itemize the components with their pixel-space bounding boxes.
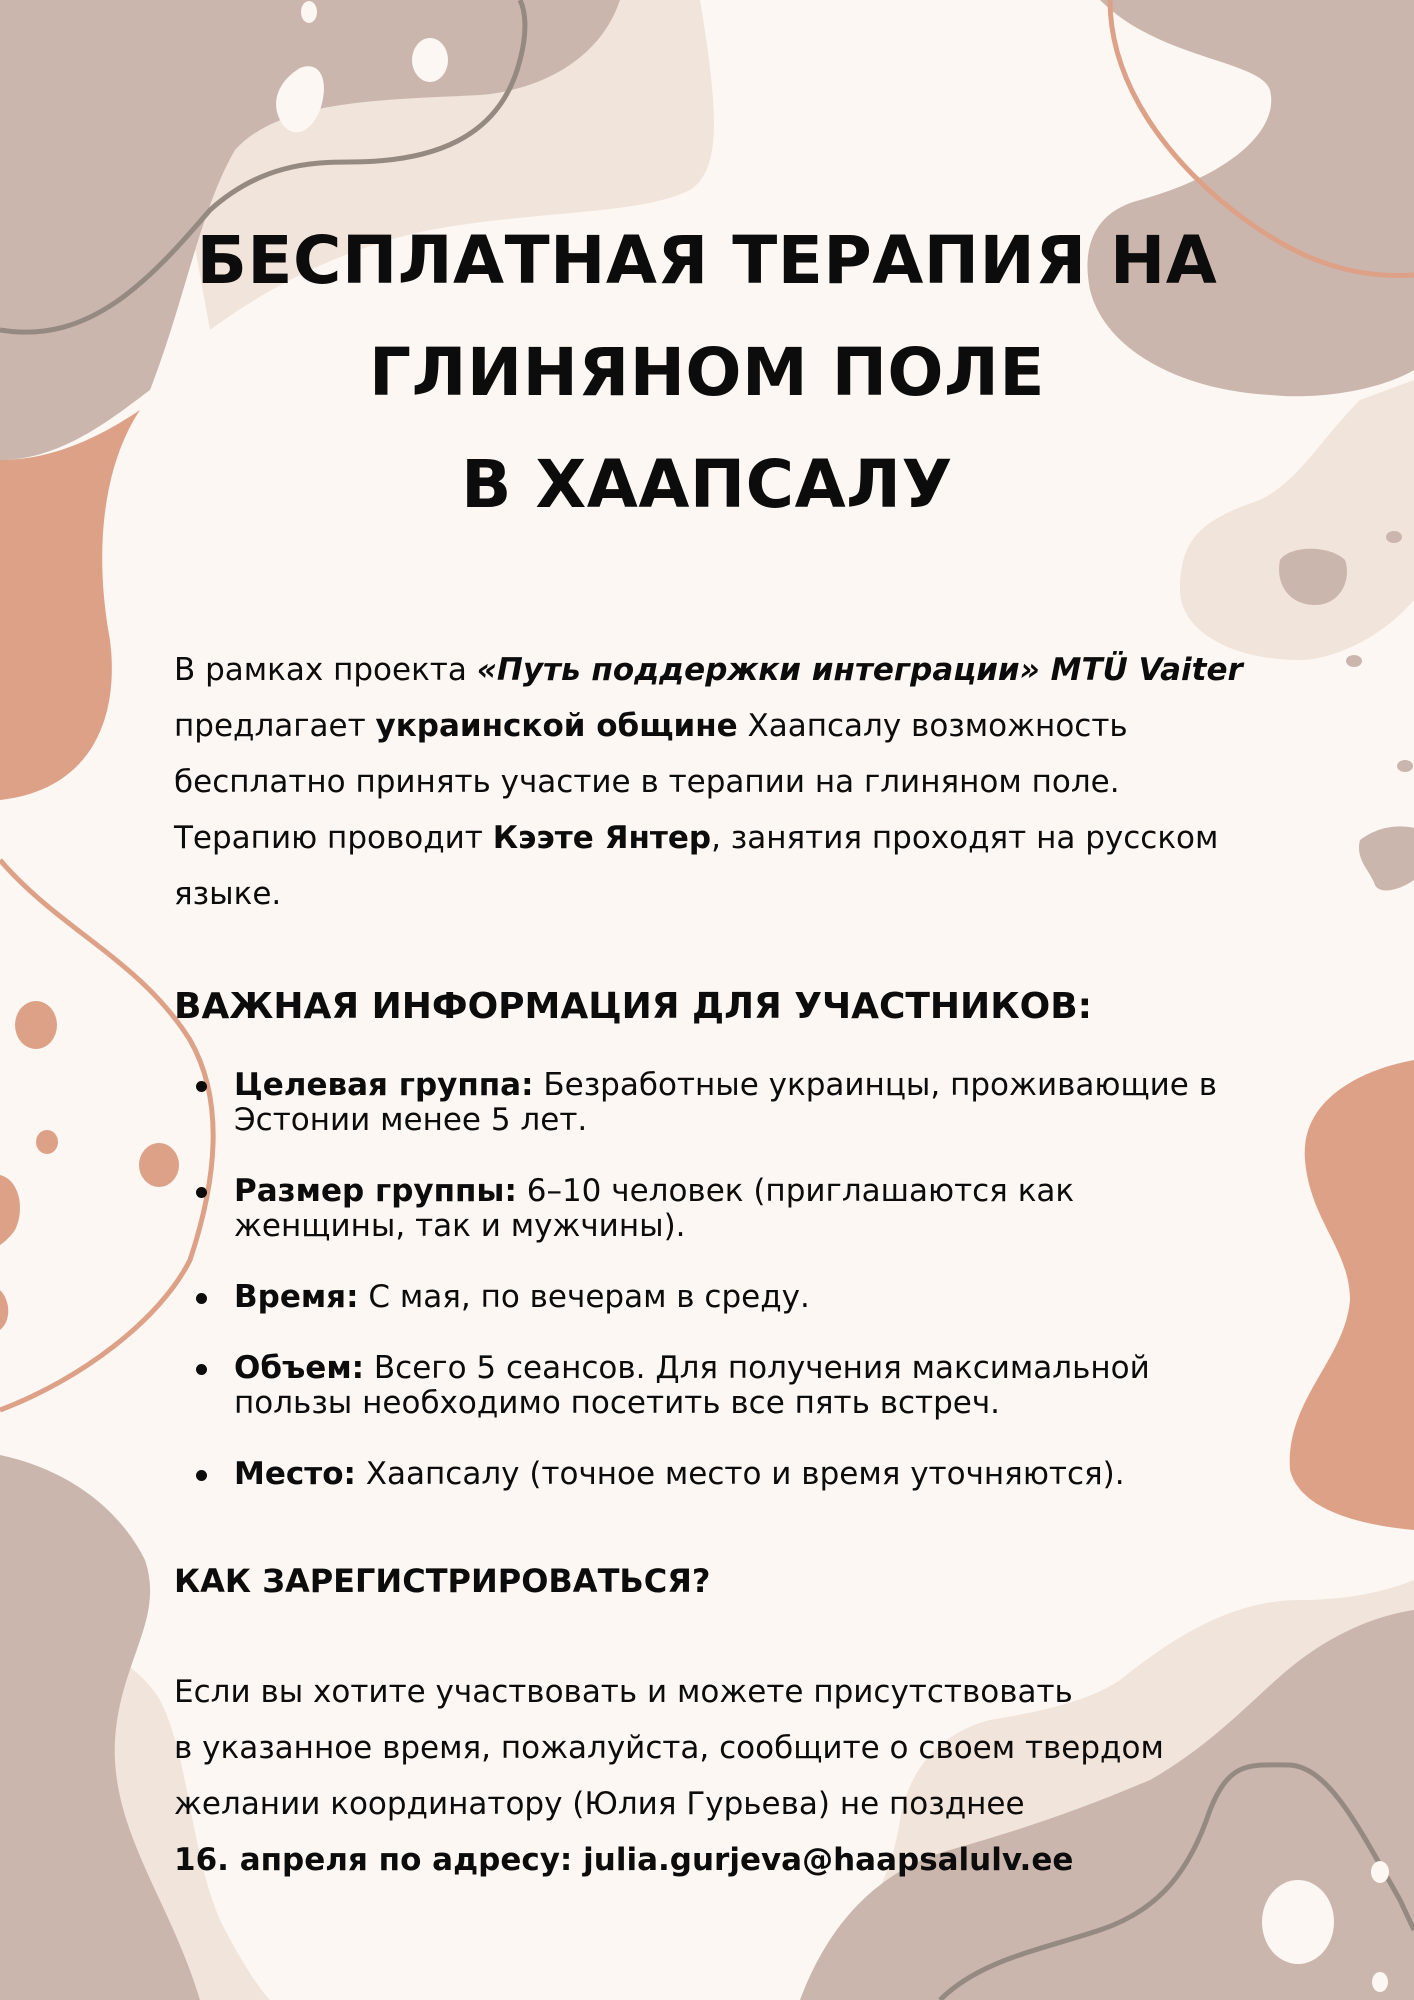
list-item-target-group [174,1068,1254,1138]
item-text: Безработные украинцы, проживающие в Эстонии менее 5 лет. [234,1067,1217,1138]
title-line-1: БЕСПЛАТНАЯ ТЕРАПИЯ НА [196,222,1218,299]
intro-text-3: Хаапсалу возможность бесплатно принять участие в терапии на глиняном поле. Терапию проводит [174,708,1128,856]
item-text: Всего 5 сеансов. Для получения максимальной пользы необходимо посетить все пять встреч. [234,1350,1150,1421]
registration-paragraph [174,1664,1274,1888]
registration-line-1: Если вы хотите участвовать и можете присутствовать [174,1674,1073,1710]
intro-text-4: , занятия проходят на русском языке. [174,820,1219,912]
item-label: Время: [234,1279,359,1315]
item-label: Целевая группа: [234,1067,534,1103]
bullet-icon [196,1470,207,1481]
info-heading: ВАЖНАЯ ИНФОРМАЦИЯ ДЛЯ УЧАСТНИКОВ: [174,986,1093,1027]
item-label: Размер группы: [234,1173,517,1209]
item-label: Место: [234,1456,356,1492]
list-item-time [174,1280,1254,1315]
intro-paragraph [174,642,1254,922]
registration-heading: КАК ЗАРЕГИСТРИРОВАТЬСЯ? [174,1562,711,1600]
bullet-icon [196,1187,207,1198]
list-item-volume [174,1351,1254,1421]
bullet-icon [196,1293,207,1304]
registration-line-3: желании координатору (Юлия Гурьева) не позднее [174,1786,1025,1822]
list-item-group-size [174,1174,1254,1244]
project-name: «Путь поддержки интеграции» MTÜ Vaiter [476,652,1243,688]
contact-email: julia.gurjeva@haapsalulv.ee [583,1842,1074,1878]
therapist-name: Кээте Янтер [492,820,712,856]
item-text: 6–10 человек (приглашаются как женщины, так и мужчины). [234,1173,1075,1244]
intro-text-1: В рамках проекта [174,652,477,688]
item-text: Хаапсалу (точное место и время уточняются). [355,1456,1125,1492]
item-text: С мая, по вечерам в среду. [358,1279,810,1315]
bullet-icon [196,1081,207,1092]
poster-title [0,205,1414,541]
item-label: Объем: [234,1350,365,1386]
registration-line-2: в указанное время, пожалуйста, сообщите о своем твердом [174,1730,1164,1766]
info-list [174,1068,1254,1528]
title-line-2: ГЛИНЯНОМ ПОЛЕ [369,334,1045,411]
intro-text-2: предлагает [174,708,376,744]
bullet-icon [196,1364,207,1375]
community-name: украинской общине [375,708,738,744]
title-line-3: В ХААПСАЛУ [461,446,953,523]
registration-deadline-line [174,1832,1274,1888]
deadline-text: 16. апреля по адресу: [174,1842,584,1878]
list-item-place [174,1457,1254,1492]
